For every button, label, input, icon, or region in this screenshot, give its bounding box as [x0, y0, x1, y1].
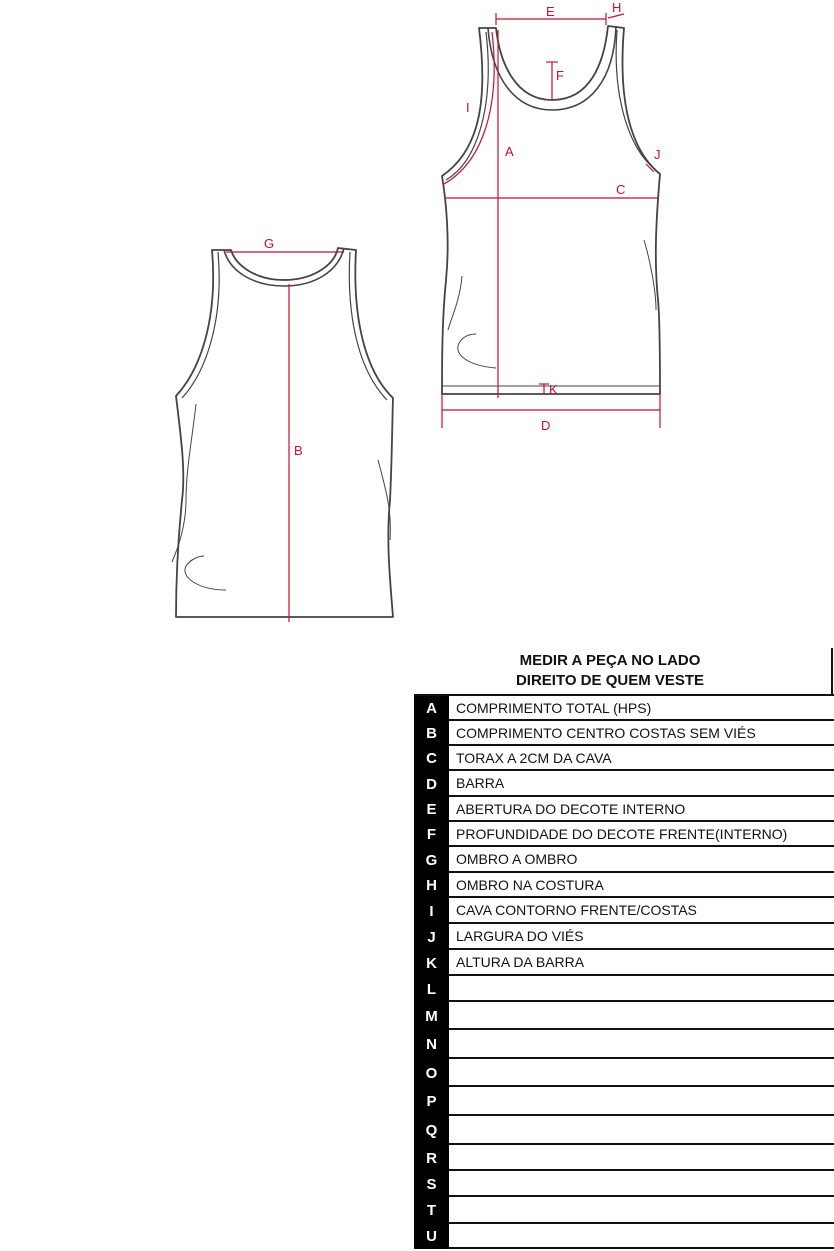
row-description	[449, 1224, 834, 1249]
row-key: B	[414, 721, 449, 746]
measure-label-e: E	[546, 4, 555, 19]
row-key: L	[414, 976, 449, 1002]
back-view-tank-top	[172, 248, 393, 617]
row-key: D	[414, 771, 449, 797]
row-key: Q	[414, 1116, 449, 1145]
row-key: F	[414, 822, 449, 847]
row-description: LARGURA DO VIÉS	[449, 924, 834, 950]
row-description	[449, 1087, 834, 1116]
table-row	[414, 1116, 834, 1145]
row-key: U	[414, 1224, 449, 1249]
row-description: TORAX A 2CM DA CAVA	[449, 746, 834, 771]
row-key: I	[414, 898, 449, 924]
row-key: J	[414, 924, 449, 950]
measure-label-i: I	[466, 100, 470, 115]
front-wrinkle-1	[458, 334, 496, 368]
table-row	[414, 950, 834, 976]
measure-label-a: A	[505, 144, 514, 159]
row-description	[449, 976, 834, 1002]
row-key: N	[414, 1030, 449, 1059]
back-body-outline	[176, 248, 393, 617]
table-title-line-1: MEDIR A PEÇA NO LADO	[519, 652, 701, 669]
back-neckline-inner	[231, 248, 338, 280]
table-row	[414, 721, 834, 746]
measure-label-f: F	[556, 68, 564, 83]
row-key: S	[414, 1171, 449, 1197]
row-description	[449, 1030, 834, 1059]
table-row	[414, 771, 834, 797]
front-measure-lines	[442, 13, 660, 428]
measure-label-j: J	[654, 147, 661, 162]
row-key: K	[414, 950, 449, 976]
table-row	[414, 976, 834, 1002]
row-key: M	[414, 1002, 449, 1030]
row-description	[449, 1002, 834, 1030]
table-row	[414, 898, 834, 924]
row-key: G	[414, 847, 449, 873]
row-description	[449, 1145, 834, 1171]
row-key: T	[414, 1197, 449, 1224]
row-description: COMPRIMENTO CENTRO COSTAS SEM VIÉS	[449, 721, 834, 746]
table-row	[414, 1087, 834, 1116]
front-view-tank-top	[442, 26, 660, 394]
back-wrinkle-1	[185, 556, 226, 590]
front-wrinkle-3	[644, 240, 656, 310]
measure-label-c: C	[616, 182, 626, 197]
row-key: R	[414, 1145, 449, 1171]
row-key: A	[414, 696, 449, 721]
back-measure-lines	[226, 252, 344, 622]
table-row	[414, 822, 834, 847]
table-row	[414, 797, 834, 822]
table-row	[414, 924, 834, 950]
row-description	[449, 1171, 834, 1197]
measure-label-h: H	[612, 0, 622, 15]
row-description: BARRA	[449, 771, 834, 797]
table-row	[414, 1171, 834, 1197]
table-row	[414, 1197, 834, 1224]
table-row	[414, 847, 834, 873]
table-row	[414, 1030, 834, 1059]
table-title-divider	[831, 648, 833, 696]
row-description: PROFUNDIDADE DO DECOTE FRENTE(INTERNO)	[449, 822, 834, 847]
front-body-outline	[442, 26, 660, 394]
table-row	[414, 696, 834, 721]
table-row	[414, 1002, 834, 1030]
table-row	[414, 873, 834, 898]
table-title	[450, 651, 770, 691]
measure-label-k: K	[549, 382, 558, 397]
row-description: ABERTURA DO DECOTE INTERNO	[449, 797, 834, 822]
row-key: E	[414, 797, 449, 822]
table-row	[414, 746, 834, 771]
row-description	[449, 1197, 834, 1224]
row-description: COMPRIMENTO TOTAL (HPS)	[449, 696, 834, 721]
table-row	[414, 1145, 834, 1171]
row-description	[449, 1059, 834, 1087]
row-description	[449, 1116, 834, 1145]
front-wrinkle-2	[448, 276, 462, 330]
table-row	[414, 1059, 834, 1087]
row-key: O	[414, 1059, 449, 1087]
measure-label-g: G	[264, 236, 275, 251]
row-description: OMBRO A OMBRO	[449, 847, 834, 873]
table-row	[414, 1224, 834, 1249]
row-description: CAVA CONTORNO FRENTE/COSTAS	[449, 898, 834, 924]
row-key: P	[414, 1087, 449, 1116]
measure-label-d: D	[541, 418, 551, 433]
table-title-line-2: DIREITO DE QUEM VESTE	[515, 672, 705, 689]
row-description: OMBRO NA COSTURA	[449, 873, 834, 898]
row-key: H	[414, 873, 449, 898]
measure-label-b: B	[294, 443, 303, 458]
row-key: C	[414, 746, 449, 771]
row-description: ALTURA DA BARRA	[449, 950, 834, 976]
